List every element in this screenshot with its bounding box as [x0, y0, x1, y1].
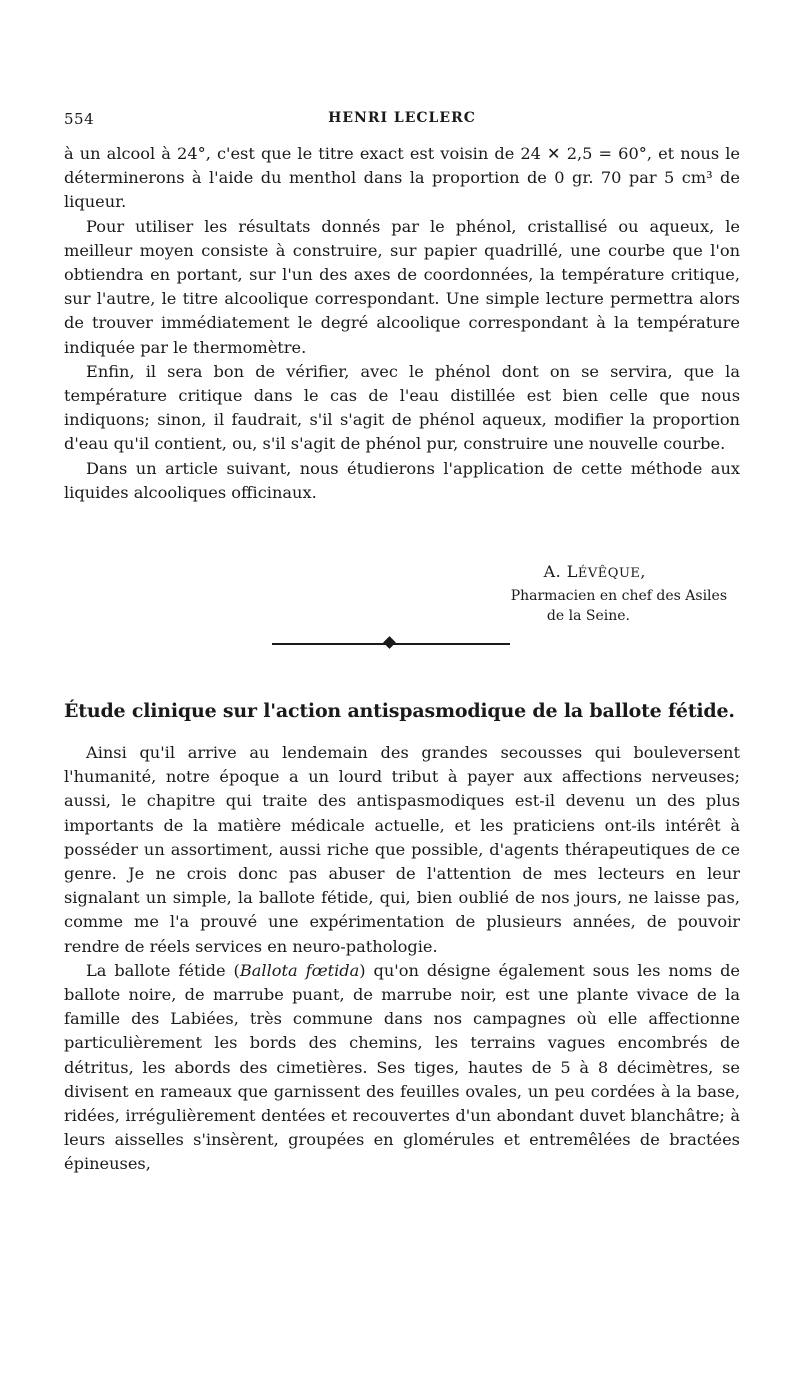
paragraph-description: La ballote fétide (Ballota fœtida) qu'on désigne également sous les noms de ballote noire, de marrube puant, de marrube noir, est une plante vivace de la famille des Labiées, très commune dans nos campagnes où elle affectionne particulièrement les bords des chemins, les terrains vagues encombrés de détritus, les abords des cimetières. Ses tiges, hautes de 5 à 8 décimètres, se divisent en rameaux que garnissent des feuilles ovales, un peu cordées à la base, ridées, irrégulièrement dentées et recouvertes d'un abondant duvet blanchâtre; à leurs aisselles s'insèrent, groupées en glomérules et entremêlées de bractées épineuses,: [64, 960, 741, 1174]
author-role: Pharmacien en chef des Asiles: [510, 588, 727, 604]
author-location: de la Seine.: [546, 608, 630, 624]
paragraph-next-article: Dans un article suivant, nous étudierons l'application de cette méthode aux liquides alcooliques officinaux.: [64, 458, 740, 502]
page-number: 554: [64, 110, 95, 128]
article-end-section: [64, 142, 740, 505]
author-signature: [64, 560, 740, 626]
paragraph-verification: Enfin, il sera bon de vérifier, avec le phénol dont on se servira, que la température critique dans le cas de l'eau distillée est bien celle que nous indiquons; sinon, il faudrait, s'il s'agit de phénol aqueux, modifier la proportion d'eau qu'il contient, ou, s'il s'agit de phénol pur, construire une nouvelle courbe.: [64, 361, 740, 454]
paragraph-intro: Ainsi qu'il arrive au lendemain des grandes secousses qui bouleversent l'humanité, notre époque a un lourd tribut à payer aux affections nerveuses; aussi, le chapitre qui traite des antispasmodiques est-il devenu un des plus importants de la matière médicale actuelle, et les praticiens ont-ils intérêt à posséder un assortiment, aussi riche que possible, d'agents thérapeutiques de ce genre. Je ne crois donc pas abuser de l'attention de mes lecteurs en leur signalant un simple, la ballote fétide, qui, bien oublié de nos jours, ne laisse pas, comme me l'a prouvé une expérimentation de plusieurs années, de pouvoir rendre de réels services en neuro-pathologie.: [64, 743, 740, 956]
running-head: [64, 110, 740, 132]
latin-name: Ballota fœtida: [239, 960, 360, 980]
section-divider: [272, 637, 510, 649]
paragraph-phenol-method: Pour utiliser les résultats donnés par le phénol, cristallisé ou aqueux, le meilleur moyen consiste à construire, sur papier quadrillé, une courbe que l'on obtiendra en portant, sur l'un des axes de coordonnées, la température critique, sur l'autre, le titre alcoolique correspondant. Une simple lecture permettra alors de trouver immédiatement le degré alcoolique correspondant à la température indiquée par le thermomètre.: [64, 216, 740, 357]
diamond-ornament-icon: [383, 636, 396, 649]
paragraph-continuation: à un alcool à 24°, c'est que le titre exact est voisin de 24 ✕ 2,5 = 60°, et nous le déterminerons à l'aide du menthol dans la proportion de 0 gr. 70 par 5 cm³ de liqueur.: [64, 144, 740, 212]
running-title: HENRI LECLERC: [328, 110, 476, 126]
article-body: [64, 741, 740, 1177]
author-name: A. LÉVÊQUE,: [543, 562, 646, 581]
article-title: Étude clinique sur l'action antispasmodique de la ballote fétide.: [64, 700, 735, 722]
